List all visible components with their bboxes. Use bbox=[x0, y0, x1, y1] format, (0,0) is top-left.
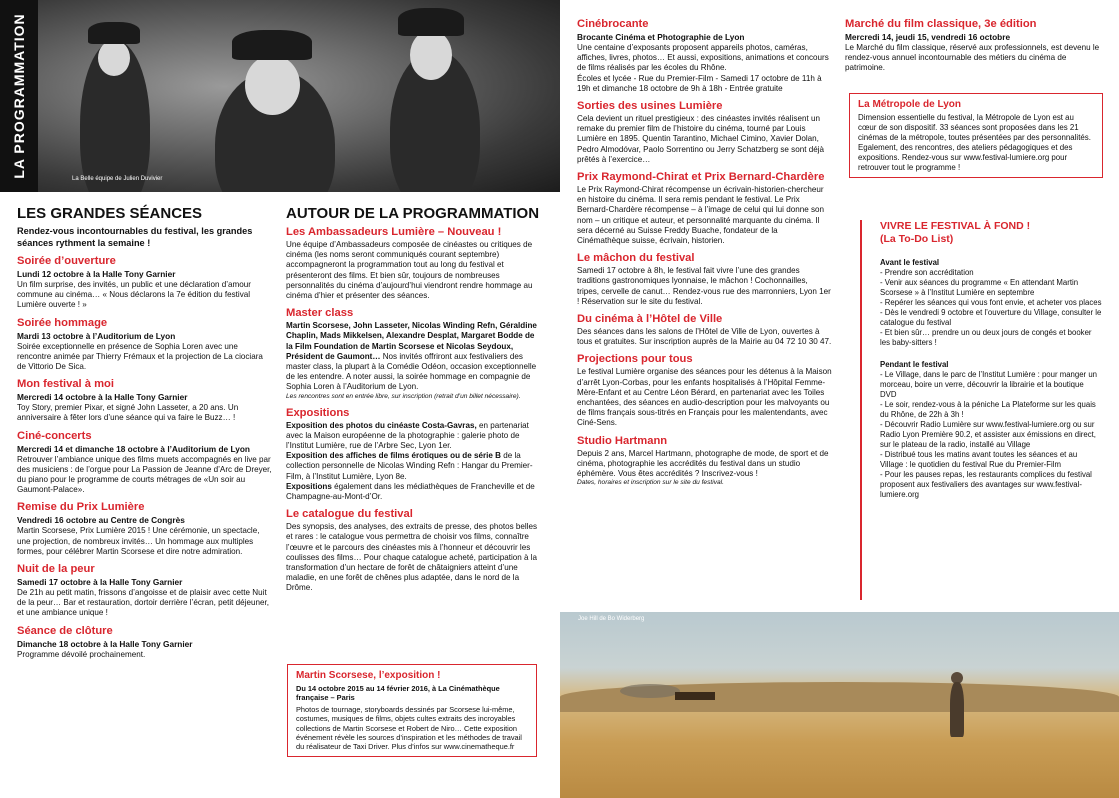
seance-date: Mercredi 14 et dimanche 18 octobre à l’Auditorium de Lyon bbox=[17, 443, 250, 454]
face-right bbox=[410, 30, 452, 80]
event-item bbox=[577, 313, 832, 347]
catalogue-body: Des synopsis, des analyses, des extraits de presse, des photos belles et rares : le catalogue vous permettra de choisir vos films, connaître l’œuvre et le parcours des cinéastes mis à l’honneur et découvrir les coulisses des films… Pour chaque catalogue acheté, participation à la transformation d’un hectare de forêt de châtaigniers atteint d’une maladie, en une forêt de chênes plus adaptée, dans le nord de la Drôme. bbox=[286, 522, 538, 593]
event-title: Sorties des usines Lumière bbox=[577, 100, 723, 113]
todo-item: - Prendre son accréditation bbox=[880, 268, 974, 277]
seance-item bbox=[17, 501, 272, 557]
event-title: Le mâchon du festival bbox=[577, 252, 695, 265]
studio-note: Dates, horaires et inscription sur le site du festival. bbox=[577, 479, 724, 487]
event-item bbox=[577, 171, 832, 246]
event-subtitle: Brocante Cinéma et Photographie de Lyon bbox=[577, 32, 745, 42]
metropole-body: Dimension essentielle du festival, la Métropole de Lyon est au cœur de son dispositif. 33 séances sont proposées dans les 21 cinémas de la métropole, toutes présentées par des personnalités. Egalement, des rencontres, des ateliers pédagogiques et des expositions. Rendez-vous sur www.festival-lumiere.org pour retrouver tout le programme ! bbox=[858, 113, 1091, 172]
todo-during-heading: Pendant le festival bbox=[880, 360, 949, 369]
todo-list-section bbox=[880, 220, 1102, 500]
expositions-p1-text: en partenariat avec la Maison européenne de la photographie : galerie photo de l’Institut Lumière, rue de l’Arbre Sec, Lyon 1er. bbox=[286, 420, 529, 451]
event-body: Cela devient un rituel prestigieux : des cinéastes invités réalisent un remake du premier film de l’histoire du cinéma, tourné par Louis Lumière en 1895. Quentin Tarantino, Michael Cimino, Xavier Dolan, Pedro Almodóvar, Paolo Sorrentino ou Jerry Schatzberg se sont déjà prêtés à l’exercice… bbox=[577, 114, 825, 164]
masterclass-text: Nos invités offriront aux festivaliers des master class, la plupart à la Comédie Odéon, occasion exceptionnelle de les entendre. A noter aussi, la soirée hommage en compagnie de Sophia Loren à l’Auditorium de Lyon. bbox=[286, 351, 537, 392]
todo-item: - Le Village, dans le parc de l’Institut Lumière : pour manger un morceau, boire un verre, découvrir la librairie et la boutique DVD bbox=[880, 370, 1097, 399]
ambassadeurs-title: Les Ambassadeurs Lumière – Nouveau ! bbox=[286, 226, 502, 238]
event-body: Samedi 17 octobre à 8h, le festival fait vivre l’une des grandes traditions gastronomiques lyonnaise, le mâchon ! Cochonnailles, tripes, cervelle de canut… Rendez-vous rue des marronniers, Lyon 1er ! Réservation sur le site du festival. bbox=[577, 266, 831, 306]
event-title: Prix Raymond-Chirat et Prix Bernard-Chardère bbox=[577, 171, 825, 184]
seance-item bbox=[17, 255, 272, 311]
seance-item bbox=[17, 625, 272, 660]
scorsese-expo-title: Martin Scorsese, l’exposition ! bbox=[296, 670, 441, 681]
todo-item: - Repérer les séances qui vous font envie, et acheter vos places bbox=[880, 298, 1102, 307]
expositions-title: Expositions bbox=[286, 406, 350, 419]
seance-title: Soirée d’ouverture bbox=[17, 255, 116, 267]
event-body: Des séances dans les salons de l’Hôtel de Ville de Lyon, ouvertes à tous et gratuites. Sur inscription auprès de la Mairie au 04 72 10 30 47. bbox=[577, 327, 832, 347]
autour-title: AUTOUR DE LA PROGRAMMATION bbox=[286, 205, 540, 222]
person-figure bbox=[950, 682, 964, 737]
event-item bbox=[577, 353, 832, 428]
seance-body: De 21h au petit matin, frissons d’angoisse et de plaisir avec cette Nuit de la peur… Bar et restauration, dortoir derrière l’écran, petit déjeuner, et une ambiance unique ! bbox=[17, 588, 269, 618]
event-body: Le Prix Raymond-Chirat récompense un écrivain-historien-chercheur en histoire du cinéma. Il sera remis pendant le festival. Le Prix Bernard-Chardère récompense – à l’image de celui qui lui donne son nom – un critique et auteur, et personnalité marquante du cinéma. Il sera décerné au Suisse Freddy Buache, fondateur de la Cinémathèque suisse, écrivain, historien. bbox=[577, 185, 825, 246]
scorsese-exposition-box bbox=[287, 664, 537, 757]
event-item bbox=[577, 100, 832, 165]
expositions-p2 bbox=[286, 451, 540, 482]
event-body: Le festival Lumière organise des séances pour les détenus à la Maison d’arrêt Lyon-Corbas, pour les enfants hospitalisés à l’Hôpital Femme-Mère-Enfant et au Centre Léon Bérard, en partenariat avec les Toiles enchantées, des séances en audio-description pour les malvoyants ou de films français sous-titrés en Français pour les malentendants, avec Ciné-Sens. bbox=[577, 367, 832, 428]
todo-divider bbox=[860, 220, 862, 600]
expositions-p3-lead: Expositions bbox=[286, 481, 332, 491]
seance-title: Mon festival à moi bbox=[17, 378, 114, 391]
photo-joe-hill bbox=[560, 612, 1119, 798]
train bbox=[675, 692, 715, 700]
sidebar-label: LA PROGRAMMATION bbox=[11, 13, 27, 179]
marche-title: Marché du film classique, 3e édition bbox=[845, 18, 1037, 30]
seance-item bbox=[17, 563, 272, 619]
seance-date: Lundi 12 octobre à la Halle Tony Garnier bbox=[17, 269, 176, 279]
expositions-p1-lead: Exposition des photos du cinéaste Costa-Gavras, bbox=[286, 420, 477, 430]
event-title: Projections pour tous bbox=[577, 353, 693, 366]
seance-date: Mercredi 14 octobre à la Halle Tony Garnier bbox=[17, 392, 188, 403]
ambassadeurs-body: Une équipe d’Ambassadeurs composée de cinéastes ou critiques de cinéma (les noms seront communiqués courant septembre) accompagneront la programmation tout au long du festival et présenteront des films. Et bien sûr, toujours de nombreuses personnalités du cinéma d’aujourd’hui viendront rendre hommage au cinéma d’hier et présenter des séances. bbox=[286, 240, 533, 301]
seance-date: Mardi 13 octobre à l’Auditorium de Lyon bbox=[17, 330, 176, 341]
event-title: Cinébrocante bbox=[577, 18, 649, 30]
column-marche-metropole bbox=[845, 14, 1107, 74]
grandes-seances-title: LES GRANDES SÉANCES bbox=[17, 205, 203, 222]
todo-title: VIVRE LE FESTIVAL À FOND ! bbox=[880, 220, 1031, 232]
masterclass-title: Master class bbox=[286, 307, 354, 320]
todo-before-heading: Avant le festival bbox=[880, 258, 940, 267]
hat-right bbox=[398, 8, 464, 36]
scorsese-expo-dates: Du 14 octobre 2015 au 14 février 2016, à La Cinémathèque française – Paris bbox=[296, 684, 500, 702]
catalogue-title: Le catalogue du festival bbox=[286, 508, 413, 521]
seance-body: Programme dévoilé prochainement. bbox=[17, 649, 146, 659]
face-left bbox=[98, 40, 130, 76]
photo-top-caption: La Belle équipe de Julien Duvivier bbox=[72, 176, 163, 182]
seance-date: Dimanche 18 octobre à la Halle Tony Garnier bbox=[17, 638, 193, 649]
expositions-p3-text: également dans les médiathèques de Francheville et de Champagne-au-Mont-d’Or. bbox=[286, 481, 535, 502]
seance-body: Toy Story, premier Pixar, et signé John Lasseter, a 20 ans. Un anniversaire à fêter lors d’une séance qui va faire le Buzz… ! bbox=[17, 403, 239, 423]
masterclass-guests: Martin Scorsese, John Lasseter, Nicolas Winding Refn, Géraldine Chaplin, Mads Mikkelsen, Alexandre Desplat, Margaret Bodde de la Film Foundation de Martin Scorsese et Nicolas Seydoux, Président de Gaumont… bbox=[286, 321, 537, 361]
todo-subtitle: (La To-Do List) bbox=[880, 233, 954, 245]
train-smoke bbox=[620, 684, 680, 698]
seance-title: Ciné-concerts bbox=[17, 429, 92, 442]
marche-dates: Mercredi 14, jeudi 15, vendredi 16 octobre bbox=[845, 32, 1011, 42]
metropole-title: La Métropole de Lyon bbox=[858, 99, 961, 110]
todo-item: - Venir aux séances du programme « En attendant Martin Scorsese » à l’Institut Lumière en septembre bbox=[880, 278, 1079, 297]
marche-body: Le Marché du film classique, réservé aux professionnels, est devenu le rendez-vous annuel incontournable des métiers du cinéma de patrimoine. bbox=[845, 43, 1100, 73]
event-body: Une centaine d’exposants proposent appareils photos, caméras, affiches, livres, photos… Et aussi, expositions, animations et concours de films réalisés par les écoles du Rhône. bbox=[577, 43, 829, 73]
seance-title: Nuit de la peur bbox=[17, 563, 95, 576]
seance-item bbox=[17, 378, 272, 423]
seance-body: Retrouver l’ambiance unique des films muets accompagnés en live par des musiciens : de l’orgue pour La Passion de Jeanne d’Arc de Dreyer, du piano pour le programme de courts métrages de «Un soir au Gaumont-Palace». bbox=[17, 454, 272, 495]
todo-item: - Distribué tous les matins avant toutes les séances et au Village : le quotidien du festival Rue du Premier-Film bbox=[880, 450, 1078, 469]
masterclass-body bbox=[286, 321, 540, 392]
metropole-box bbox=[849, 93, 1103, 178]
grandes-seances-intro: Rendez-vous incontournables du festival, les grandes séances rythment la semaine ! bbox=[17, 226, 253, 248]
event-item bbox=[577, 252, 832, 307]
todo-before-list bbox=[880, 268, 1102, 348]
expositions-p1 bbox=[286, 421, 540, 452]
column-grandes-seances bbox=[17, 205, 272, 660]
event-body-extra: Écoles et lycée - Rue du Premier-Film - Samedi 17 octobre de 11h à 19h et dimanche 18 octobre de 9h à 18h - Entrée gratuite bbox=[577, 73, 822, 93]
todo-item: - Et bien sûr… prendre un ou deux jours de congés et booker les baby-sitters ! bbox=[880, 328, 1092, 347]
photo-la-belle-equipe bbox=[0, 0, 560, 192]
event-title: Du cinéma à l’Hôtel de Ville bbox=[577, 313, 723, 326]
event-body: Depuis 2 ans, Marcel Hartmann, photographe de mode, de sport et de cinéma, photographie les accrédités du festival dans un studio éphémère. Vous êtes accrédités ? Inscrivez-vous ! bbox=[577, 448, 829, 479]
event-item bbox=[577, 18, 832, 94]
masterclass-note: Les rencontres sont en entrée libre, sur inscription (retrait d’un billet nécessaire). bbox=[286, 392, 521, 400]
hat-center bbox=[232, 30, 312, 60]
todo-during-list bbox=[880, 370, 1102, 500]
expositions-p3 bbox=[286, 482, 540, 502]
scorsese-expo-body: Photos de tournage, storyboards dessinés par Scorsese lui-même, costumes, musiques de films, objets cultes extraits des incroyables collections de Martin Scorsese et Robert de Niro… Cette exposition événement révèle les sources d’inspiration et les méthodes de travail du réalisateur de Taxi Driver. Plus d’infos sur www.cinematheque.fr bbox=[296, 705, 522, 752]
seance-date: Vendredi 16 octobre au Centre de Congrès bbox=[17, 515, 185, 526]
hat-left bbox=[88, 22, 140, 44]
photo-bottom-caption: Joe Hill de Bo Widerberg bbox=[578, 616, 645, 622]
column-autour-programmation bbox=[286, 205, 540, 594]
seance-title: Soirée hommage bbox=[17, 316, 108, 329]
seance-date: Samedi 17 octobre à la Halle Tony Garnier bbox=[17, 577, 183, 588]
seance-item bbox=[17, 430, 272, 496]
seance-body: Soirée exceptionnelle en présence de Sophia Loren avec une rencontre animée par Thierry Frémaux et la projection de La ciociara de Vittorio De Sica. bbox=[17, 341, 263, 372]
todo-item: - Le soir, rendez-vous à la péniche La Plateforme sur les quais du Rhône, de 22h à 3h ! bbox=[880, 400, 1096, 419]
expositions-p2-text: de la collection personnelle de Nicolas Winding Refn : Hangar du Premier-Film, à l’Institut Lumière, Lyon 8e. bbox=[286, 451, 533, 481]
seance-body: Un film surprise, des invités, un public et une déclaration d’amour commune au cinéma… « Nous déclarons la 7e édition du festival Lumière ouverte ! » bbox=[17, 280, 251, 310]
todo-item: - Dès le vendredi 9 octobre et l’ouverture du Village, consulter le catalogue du festival bbox=[880, 308, 1102, 327]
todo-item: - Pour les pauses repas, les restaurants complices du festival proposent aux festivaliers des avantages sur www.festival-lumiere.org bbox=[880, 470, 1092, 499]
seance-item bbox=[17, 317, 272, 373]
face-center bbox=[245, 55, 300, 115]
todo-item: - Découvrir Radio Lumière sur www.festival-lumiere.org ou sur Radio Lyon Première 90.2, et assister aux émissions en direct, sur le plateau de la radio, installé au Village bbox=[880, 420, 1096, 449]
seance-title: Remise du Prix Lumière bbox=[17, 501, 145, 514]
seance-title: Séance de clôture bbox=[17, 624, 113, 637]
column-evenements bbox=[577, 14, 832, 487]
expositions-p2-lead: Exposition des affiches de films érotiques ou de série B bbox=[286, 451, 501, 461]
section-sidebar bbox=[0, 0, 38, 192]
seance-body: Martin Scorsese, Prix Lumière 2015 ! Une cérémonie, un spectacle, une projection, de nombreux invités… Un hommage aux multiples formes, pour célébrer Martin Scorsese et dire notre admiration. bbox=[17, 526, 260, 556]
event-item bbox=[577, 435, 832, 488]
event-title: Studio Hartmann bbox=[577, 434, 668, 447]
